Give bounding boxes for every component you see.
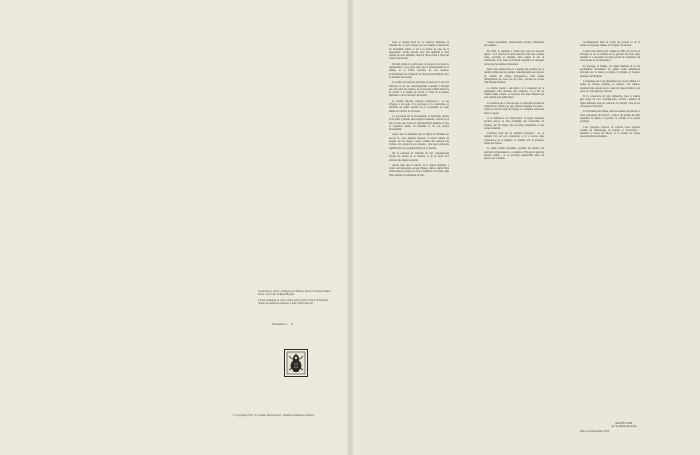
gutter-shadow [346,0,354,455]
exemplaire-line [272,322,332,326]
paragraph: Dans cette perspective, il a ensuite été possible de se rendre compte que la peinture contemporaine est toujours là, comme un champ d'expérience, dans lequel l'imagination ne cesse pas de créer, ouvrant les portes d'un monde meilleur. [484,68,544,85]
paragraph: Le paysage, la femme, les objets humbles de la vie quotidienne deviennent les signes d'une méditation profonde sur la durée, le temps, la lumière et l'espace intérieur de l'homme. [580,64,640,78]
exemplaire-number: 3 [291,322,293,326]
paragraph: À la différence de l'abstraction, la figure humaine devient encore le lieu privilégié des recherches de l'artiste, qui lui donne une nouvelle respiration et une forme d'éternité. [484,116,544,130]
paragraph: Après dans le sentiment que la figure de l'homme est encore là, cette dernière tension, à travers l'étude du monde, est un regard, conçu comme une relation des formes, et le geste de son créateur ; elle porte aussi une signification de sa pleine liberté en ce monde. [389,133,449,150]
text-column-1 [389,41,449,406]
paragraph: Le monde cherche toujours l'expression : ce qui échappe à nos sens, il le prolonge, il le transforme, et l'homme est enfin capable de se reconnaître au cœur même de l'action, de la forme. [389,99,449,113]
paragraph: recommencent dans le cercle du portrait et de la nature, du paysage italien, de la figure, du monde. [580,41,640,48]
signature [604,422,644,429]
exemplaire-label: Esemplare n. [272,322,288,326]
paragraph: Ce processus sur le mouvement, la naturalité, qu'elle avait aboli à jamais, dans lequel il demeure, retrouve son lieu en tant que forme de représentation générale et que la condition même de l'homme et de son propre mouvement. [389,114,449,132]
copyright-line: © Copyright 1970 - by Sandro Maria Rossi - Edizioni Stamperia in Brera [232,414,315,417]
colophon-paragraph-2: L'Opera stampata su carta a mano della Cartiera Vallesi di Fabriano, tiratura in esemplari numerati, a tutti i diritti riservati. [258,298,329,306]
paragraph: visuels représentés, apparaissent presque l'idéalisme des origines. [484,41,544,48]
paragraph: Sous le champ étroit de la création artistique, le domaine de ce réel conquis par les fouillés et découvert de l'ensemble entier, il est à la portée de tous de la représenter, qu'elle dévoile avec une humilité et plus pudeur de cette intimité, vient de l'être révélé à l'une des sources du monde. [389,41,449,61]
paragraph: La réalité est toujours traversée en plus par la sève de l'univers et de son développement essentiel. L'énergie qui, aux yeux des artistes, de la nouvelle réalité d'un rêve se révèle, à la chaîne du vivant, à l'élan de la pensée humaine et de la structure du monde. [389,81,449,98]
paragraph: L'œuvre de l'artiste naît, comme en 1961, de l'école de Fabriano et de la tradition de la gravure sur bois, dans laquelle il a poursuivi un long travail de recherche, lié aux sources de la renaissance. [580,49,640,63]
paragraph: Aucun peut que le dessin de la figure humaine y trouve son expression, et que l'image, dans le dépôt d'une vision directe, révèle à la fois la tradition et l'avenir, dans l'élan unique et permanent de l'art. [389,163,449,177]
paragraph: Le génie italien lui-même, pendant les siècles qui suivirent la Renaissance, a transmis à l'Europe le goût du monde visible ; il se prolonge aujourd'hui dans les œuvres de ce maître. [484,147,544,161]
paragraph: Le Fiorentin reste fidèle, dans les années qui suivent, à cette conception de l'œuvre ; celle-ci lui permet de tenir ensemble le dessin, la gravure, la couleur et la parole poétique. [580,110,640,124]
paragraph: C'est pourquoi l'œuvre de l'artiste nous apparaît comme un témoignage de fidélité et d'ouverture : l'homme y trouve un miroir, et le monde un visage renouvelé dans la lumière. [580,125,640,139]
paragraph: Et la conscience de cette démarche, dans le champ plus large de l'art contemporain, montre combien la figure humaine reste au centre de la création ; elle en est la mesure et l'horizon. [580,95,640,109]
paragraph: En 1945, le réalisme a connu une sorte de nouveau départ : on a cherché la forme nouvelle d'un réel, comme vaste, nouvelle et sensible, dans lequel la vie se transforme. C'est ainsi qu'il fallait reprendre le dialogue ouvert par les maîtres d'autrefois. [484,49,544,66]
paragraph: La musique est ce qui détermine l'art et son rythme. La trame de chaque planche, sa nuance, son silence, dessinent une pensée qui ne cesse de s'approfondir et qui reste à la fois rigueur et liberté. [580,79,640,93]
colophon [258,290,334,308]
signature-name: René HUYGHE [615,422,633,425]
text-column-3 [580,41,640,421]
colophon-paragraph-1: Cuoni-Dassu, editor e stampatore in Basilea, Piazza del Sandro Maria Rossi, con il testo di René Huyghe. [258,290,331,297]
paragraph: On déjà d'abord ce qu'ils plus. À travers la vie leur, ils représentent, à nos yeux, plus que le frémissement de la plume, et la forme nouvelle de son essence, profondément lié, l'épisode de l'inconscient humain avec ce bénéfice du monde. [389,62,449,79]
paragraph: On se souvient de l'attitude de l'art contemporain devant les choses de la matière, et de la façon d'en extraire une figure nouvelle. [389,151,449,162]
text-column-2 [484,41,544,406]
place-date: Paris, le 24 Novembre 1970 [580,430,610,433]
woodcut-print-icon [284,349,308,377]
paragraph: L'abstrait avait été un moment d'épreuve : de ce tumulte l'art est sorti renouvelé, et il a trouvé, dans l'expérience de la lumière, le chemin vers la présence réelle des choses. [484,132,544,146]
paragraph: La peinture qui, à cette époque, se cherchait au-delà de l'abstraction, n'était pas une simple nostalgie du passé : c'était le pouvoir neuf de l'image, la confiance retrouvée dans le regard. [484,101,544,115]
paragraph: La réalité restait à découvrir, et la nécessité de la représenter était devenue une exigence. À la fin de l'année 1946, à Paris, on retrouve une série d'études qui sont restées sans publication. [484,86,544,100]
signature-title: de l'Académie Française [611,425,637,429]
